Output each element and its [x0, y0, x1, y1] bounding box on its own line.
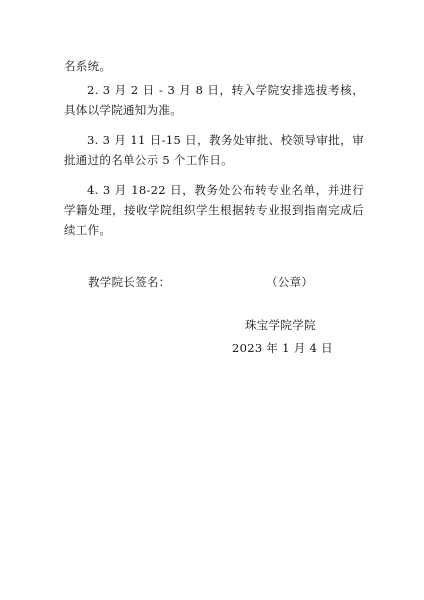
signature-label: 教学院长签名：: [88, 275, 171, 289]
list-item-3: 3. 3 月 11 日-15 日，教务处审批、校领导审批，审批通过的名单公示 5 个工作日。: [64, 133, 364, 167]
seal-label: （公章）: [266, 275, 314, 289]
document-date: 2023 年 1 月 4 日: [232, 341, 333, 355]
list-item-2: 2. 3 月 2 日 - 3 月 8 日，转入学院安排选拔考核，具体以学院通知为准。: [64, 83, 364, 117]
continued-text: 名系统。: [64, 59, 112, 73]
list-item-4: 4. 3 月 18-22 日，教务处公布转专业名单，并进行学籍处理，接收学院组织学生根据转专业报到指南完成后续工作。: [64, 183, 364, 237]
organization-name: 珠宝学院学院: [245, 318, 316, 332]
